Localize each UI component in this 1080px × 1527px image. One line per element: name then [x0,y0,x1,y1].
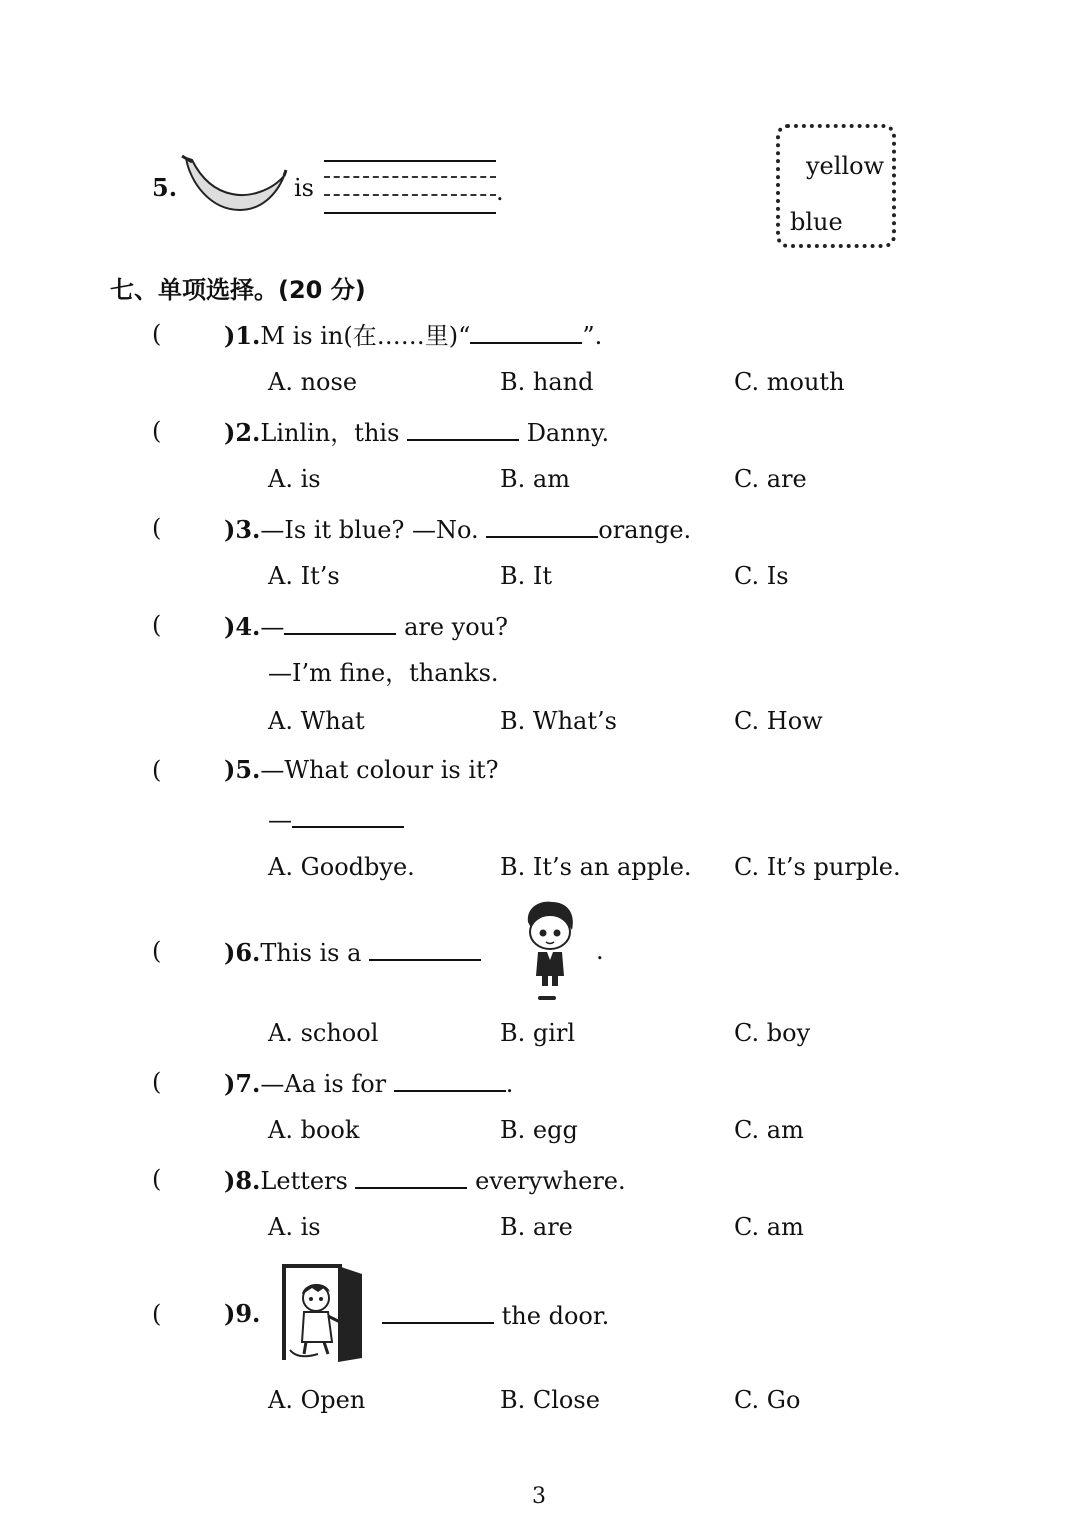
option-a[interactable]: A. It’s [268,562,340,590]
option-a[interactable]: A. school [268,1019,379,1047]
option-b[interactable]: B. egg [500,1116,578,1144]
question-number: )5. [224,755,261,784]
answer-blank[interactable] [470,320,582,344]
option-b[interactable]: B. girl [500,1019,576,1047]
option-b[interactable]: B. hand [500,368,594,396]
option-a[interactable]: A. What [268,707,365,735]
answer-paren[interactable]: ( [152,514,162,542]
option-b[interactable]: B. What’s [500,707,617,735]
answer-paren[interactable]: ( [152,1165,162,1193]
option-c[interactable]: C. mouth [734,368,845,396]
question-number: )6. [224,938,261,967]
question-number: )7. [224,1069,261,1098]
option-c[interactable]: C. It’s purple. [734,853,901,881]
answer-blank[interactable] [382,1300,494,1324]
door-icon [278,1262,368,1364]
answer-blank[interactable] [369,937,481,961]
option-b[interactable]: B. It’s an apple. [500,853,692,881]
q5-number: 5. [152,173,178,202]
option-c[interactable]: C. boy [734,1019,811,1047]
boy-icon [520,900,580,1002]
answer-blank[interactable] [486,514,598,538]
option-c[interactable]: C. am [734,1213,804,1241]
question-number: )8. [224,1166,261,1195]
banana-icon [180,152,288,218]
option-c[interactable]: C. are [734,465,807,493]
q5-period: . [496,178,504,206]
answer-paren[interactable]: ( [152,756,162,784]
option-a[interactable]: A. Open [268,1386,366,1414]
answer-paren[interactable]: ( [152,1068,162,1096]
answer-blank[interactable] [407,417,519,441]
answer-paren[interactable]: ( [152,1300,162,1328]
option-c[interactable]: C. How [734,707,823,735]
answer-blank[interactable] [355,1165,467,1189]
question-2: )2.Linlin，this Danny. [224,418,610,447]
option-c[interactable]: C. Go [734,1386,801,1414]
answer-paren[interactable]: ( [152,320,162,348]
question-number: )4. [224,612,261,641]
q5-writing-lines[interactable] [324,158,496,218]
option-a[interactable]: A. is [268,1213,321,1241]
question-4: )4.— are you? [224,612,509,641]
question-6: )6.This is a [224,937,481,967]
question-5: )5.—What colour is it? [224,755,499,784]
word-box-word: blue [790,208,843,236]
option-b[interactable]: B. are [500,1213,573,1241]
option-c[interactable]: C. am [734,1116,804,1144]
answer-blank[interactable] [292,804,404,828]
option-a[interactable]: A. nose [268,368,358,396]
option-a[interactable]: A. is [268,465,321,493]
question-number: )3. [224,515,261,544]
question-5-line2: — [268,804,404,834]
answer-paren[interactable]: ( [152,611,162,639]
answer-paren[interactable]: ( [152,417,162,445]
option-c[interactable]: C. Is [734,562,789,590]
question-4-line2: —I’m fine，thanks. [268,659,499,687]
option-a[interactable]: A. book [268,1116,360,1144]
question-number: )2. [224,418,261,447]
answer-paren[interactable]: ( [152,937,162,965]
question-8: )8.Letters everywhere. [224,1166,626,1195]
page-number: 3 [532,1484,546,1509]
option-a[interactable]: A. Goodbye. [268,853,415,881]
question-7: )7.—Aa is for . [224,1069,514,1098]
section-title: 七、单项选择。(20 分) [110,276,366,304]
option-b[interactable]: B. It [500,562,553,590]
option-b[interactable]: B. Close [500,1386,600,1414]
q5-is-text: is [294,174,314,202]
question-3: )3.—Is it blue? —No. orange. [224,515,692,544]
option-b[interactable]: B. am [500,465,570,493]
question-number: )1. [224,321,261,350]
answer-blank[interactable] [394,1068,506,1092]
question-9: the door. [382,1300,609,1330]
question-1: )1.M is in(在……里)“ ”. [224,321,603,350]
question-6-end: . [596,937,604,965]
question-number: )9. [224,1299,261,1328]
answer-blank[interactable] [284,611,396,635]
word-box-word: yellow [806,152,885,180]
